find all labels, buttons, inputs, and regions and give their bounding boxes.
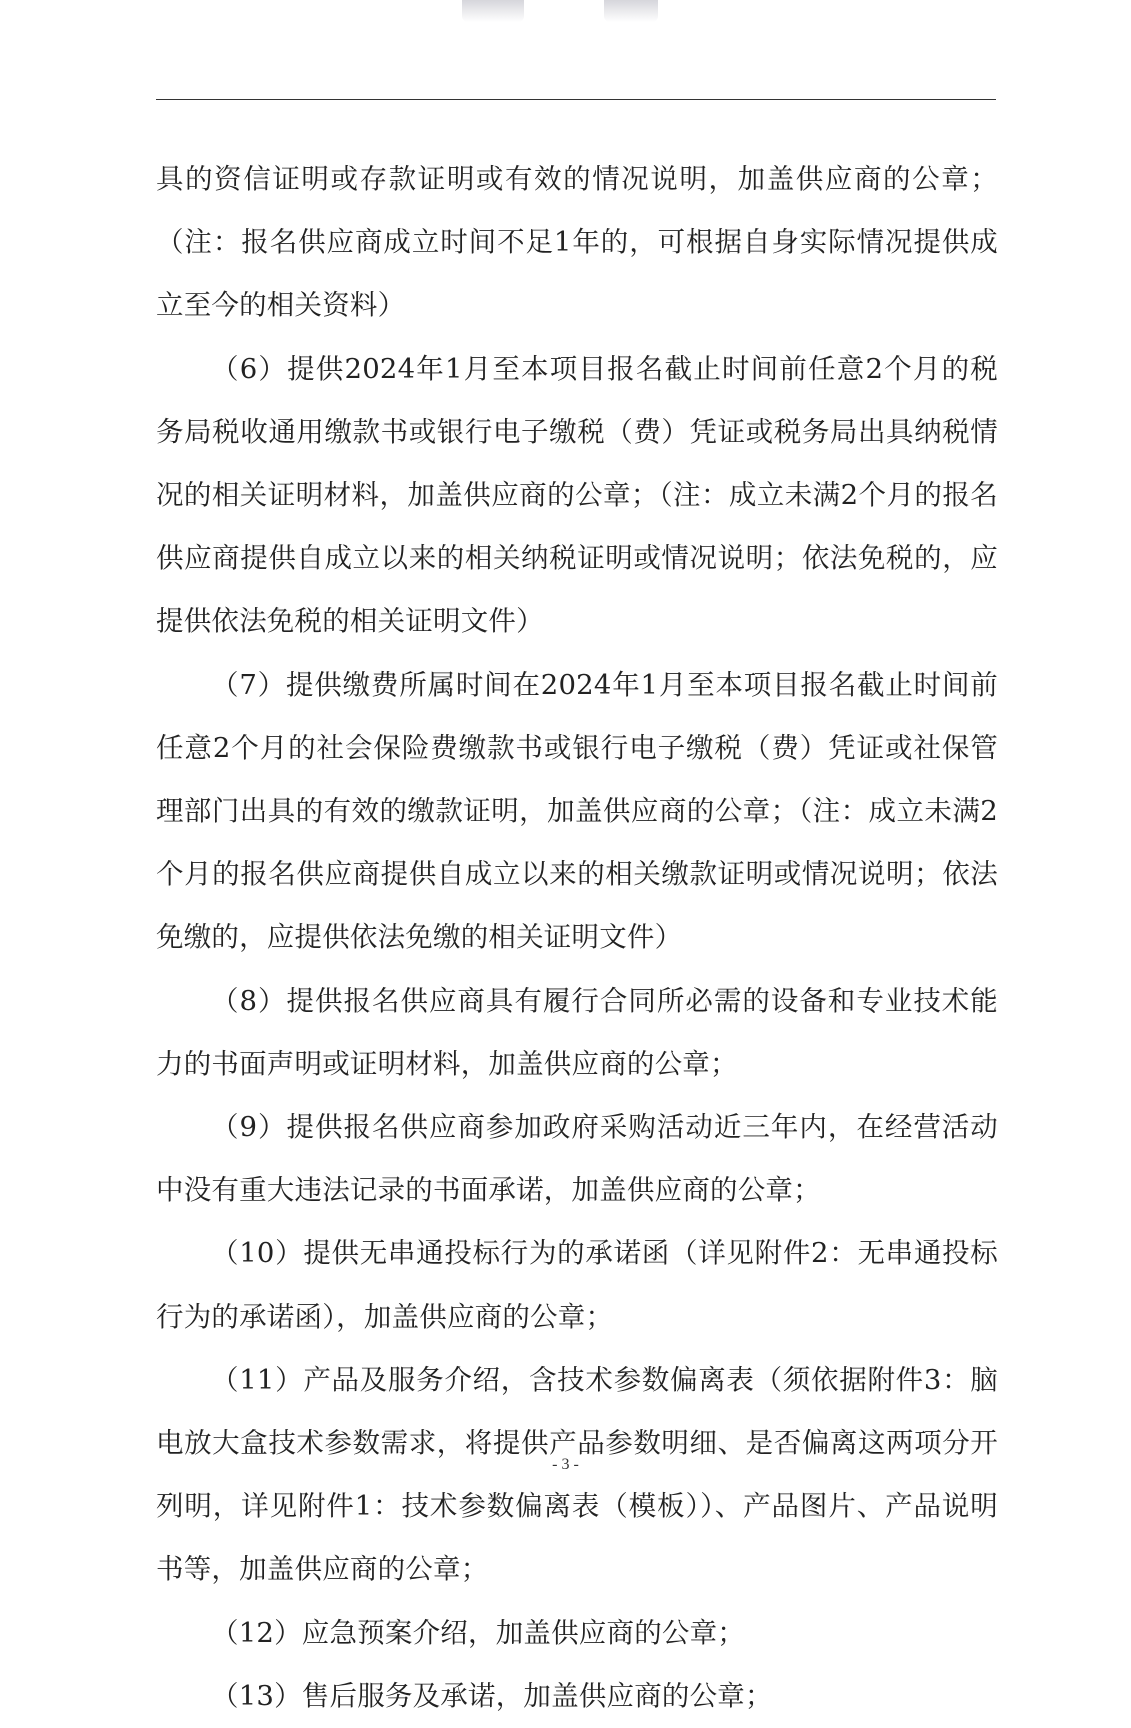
scan-artifact — [604, 0, 658, 22]
scan-artifact — [462, 0, 524, 22]
paragraph-item-8: （8）提供报名供应商具有履行合同所必需的设备和专业技术能力的书面声明或证明材料，加盖供应商的公章； — [156, 984, 998, 1080]
page-number: - 3 - — [552, 1456, 579, 1473]
paragraph-item-12: （12）应急预案介绍，加盖供应商的公章； — [211, 1616, 745, 1649]
header-rule — [156, 99, 996, 100]
paragraph-item-9: （9）提供报名供应商参加政府采购活动近三年内，在经营活动中没有重大违法记录的书面承诺，加盖供应商的公章； — [156, 1111, 998, 1207]
paragraph-item-6: （6）提供2024年1月至本项目报名截止时间前任意2个月的税务局税收通用缴款书或银行电子缴税（费）凭证或税务局出具纳税情况的相关证明材料，加盖供应商的公章；（注：成立未满2个月的报名供应商提供自成立以来的相关纳税证明或情况说明；依法免税的，应提供依法免税的相关证明文件） — [156, 352, 998, 638]
paragraph-continued: 具的资信证明或存款证明或有效的情况说明，加盖供应商的公章；（注：报名供应商成立时间不足1年的，可根据自身实际情况提供成立至今的相关资料） — [156, 163, 998, 322]
body-text — [156, 148, 998, 1728]
paragraph-item-10: （10）提供无串通投标行为的承诺函（详见附件2：无串通投标行为的承诺函），加盖供应商的公章； — [156, 1237, 998, 1333]
paragraph-item-13: （13）售后服务及承诺，加盖供应商的公章； — [211, 1679, 773, 1712]
paragraph-item-11: （11）产品及服务介绍，含技术参数偏离表（须依据附件3：脑电放大盒技术参数需求，将提供产品参数明细、是否偏离这两项分开列明，详见附件1：技术参数偏离表（模板））、产品图片、产品说明书等，加盖供应商的公章； — [156, 1363, 998, 1586]
paragraph-item-7: （7）提供缴费所属时间在2024年1月至本项目报名截止时间前任意2个月的社会保险费缴款书或银行电子缴税（费）凭证或社保管理部门出具的有效的缴款证明，加盖供应商的公章；（注：成立未满2个月的报名供应商提供自成立以来的相关缴款证明或情况说明；依法免缴的，应提供依法免缴的相关证明文件） — [156, 668, 998, 954]
